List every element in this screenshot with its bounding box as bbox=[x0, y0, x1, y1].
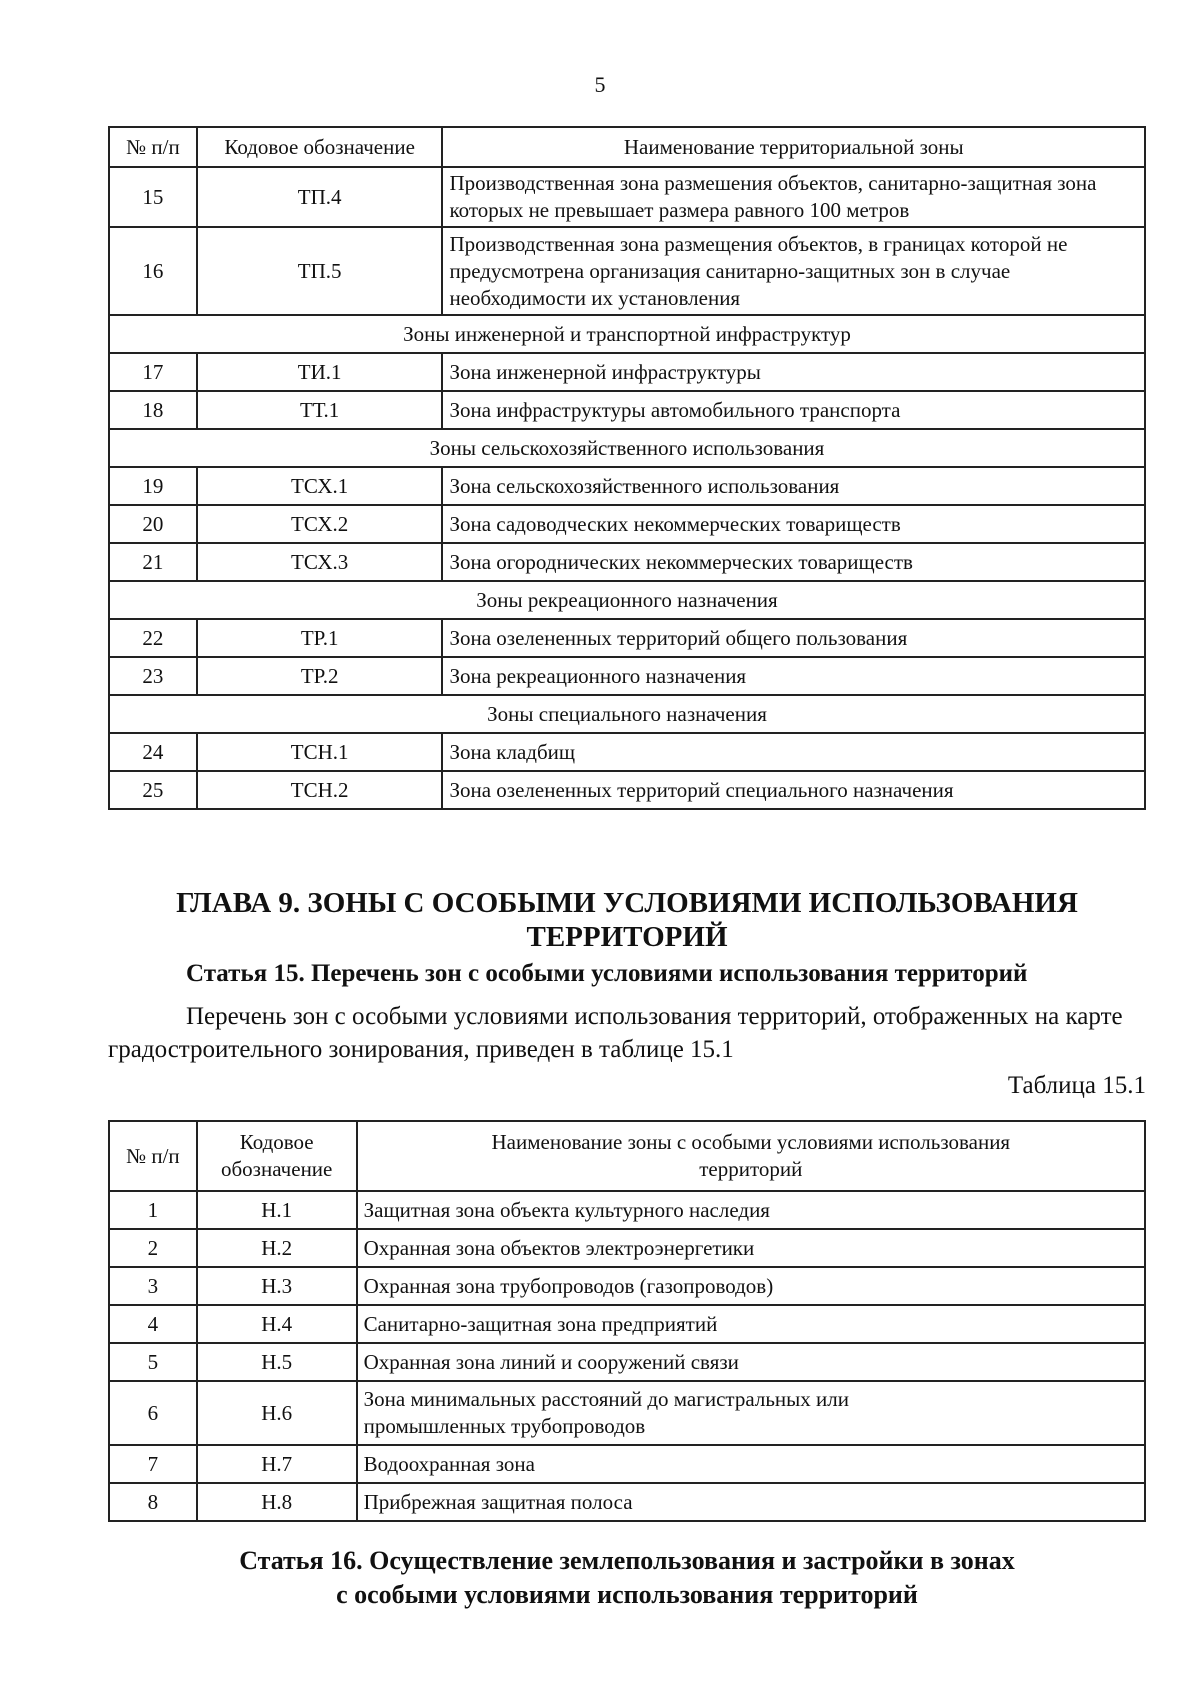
row-zone-name: Производственная зона размешения объектов, санитарно-защитная зона которых не превышает размера равного 100 метров bbox=[442, 167, 1145, 227]
table-row bbox=[109, 391, 1145, 429]
row-code: ТП.4 bbox=[197, 167, 443, 227]
row-code: Н.2 bbox=[197, 1229, 357, 1267]
table-row bbox=[109, 167, 1145, 227]
chapter-heading-line: ТЕРРИТОРИЙ bbox=[526, 921, 728, 953]
row-code: ТСХ.1 bbox=[197, 467, 443, 505]
row-zone-name: Зона инженерной инфраструктуры bbox=[442, 353, 1145, 391]
row-zone-name: Зона озелененных территорий специального назначения bbox=[442, 771, 1145, 809]
row-code: ТСН.2 bbox=[197, 771, 443, 809]
row-zone-name: Зона сельскохозяйственного использования bbox=[442, 467, 1145, 505]
row-zone-name: Прибрежная защитная полоса bbox=[357, 1483, 1145, 1521]
table-row bbox=[109, 1483, 1145, 1521]
row-zone-name: Охранная зона линий и сооружений связи bbox=[357, 1343, 1145, 1381]
special-zones-table bbox=[108, 1120, 1146, 1522]
row-zone-name: Зона огороднических некоммерческих товариществ bbox=[442, 543, 1145, 581]
row-number: 16 bbox=[109, 227, 197, 315]
row-code: Н.8 bbox=[197, 1483, 357, 1521]
table-header-row bbox=[109, 127, 1145, 167]
section-row bbox=[109, 581, 1145, 619]
header-number: № п/п bbox=[109, 1121, 197, 1191]
row-number: 22 bbox=[109, 619, 197, 657]
row-number: 18 bbox=[109, 391, 197, 429]
row-code: Н.5 bbox=[197, 1343, 357, 1381]
row-number: 24 bbox=[109, 733, 197, 771]
table-row bbox=[109, 467, 1145, 505]
header-number: № п/п bbox=[109, 127, 197, 167]
row-code: ТП.5 bbox=[197, 227, 443, 315]
header-zone-name: Наименование зоны с особыми условиями использования территорий bbox=[357, 1121, 1145, 1191]
row-zone-name: Производственная зона размещения объектов, в границах которой не предусмотрена организация санитарно-защитных зон в случае необходимости их установления bbox=[442, 227, 1145, 315]
row-number: 1 bbox=[109, 1191, 197, 1229]
article-15-text: Перечень зон с особыми условиями использования территорий, отображенных на карте градостроительного зонирования, приведен в таблице 15.1 bbox=[108, 1003, 1123, 1063]
header-zone-name: Наименование территориальной зоны bbox=[442, 127, 1145, 167]
section-title: Зоны инженерной и транспортной инфраструктур bbox=[109, 315, 1145, 353]
row-number: 23 bbox=[109, 657, 197, 695]
row-zone-name: Защитная зона объекта культурного наследия bbox=[357, 1191, 1145, 1229]
article-15-paragraph bbox=[108, 1000, 1148, 1066]
article-15-title: Статья 15. Перечень зон с особыми условиями использования территорий bbox=[186, 960, 1028, 987]
table-row bbox=[109, 1191, 1145, 1229]
row-zone-name: Зона рекреационного назначения bbox=[442, 657, 1145, 695]
table-row bbox=[109, 1267, 1145, 1305]
table-row bbox=[109, 1381, 1145, 1445]
row-number: 17 bbox=[109, 353, 197, 391]
row-zone-name: Охранная зона объектов электроэнергетики bbox=[357, 1229, 1145, 1267]
section-title: Зоны специального назначения bbox=[109, 695, 1145, 733]
table-row bbox=[109, 733, 1145, 771]
section-row bbox=[109, 429, 1145, 467]
row-number: 19 bbox=[109, 467, 197, 505]
row-zone-name: Водоохранная зона bbox=[357, 1445, 1145, 1483]
table-row bbox=[109, 353, 1145, 391]
header-code: Кодовое обозначение bbox=[197, 127, 443, 167]
chapter-heading-line: ГЛАВА 9. ЗОНЫ С ОСОБЫМИ УСЛОВИЯМИ ИСПОЛЬЗОВАНИЯ bbox=[176, 887, 1078, 919]
section-row bbox=[109, 695, 1145, 733]
table-caption: Таблица 15.1 bbox=[1007, 1072, 1146, 1099]
row-zone-name: Зона инфраструктуры автомобильного транспорта bbox=[442, 391, 1145, 429]
row-code: Н.3 bbox=[197, 1267, 357, 1305]
row-code: Н.6 bbox=[197, 1381, 357, 1445]
row-code: Н.7 bbox=[197, 1445, 357, 1483]
row-zone-name: Зона минимальных расстояний до магистральных или промышленных трубопроводов bbox=[357, 1381, 1145, 1445]
table-row bbox=[109, 1343, 1145, 1381]
section-title: Зоны рекреационного назначения bbox=[109, 581, 1145, 619]
row-zone-name: Зона кладбищ bbox=[442, 733, 1145, 771]
table-row bbox=[109, 1445, 1145, 1483]
row-code: ТСХ.2 bbox=[197, 505, 443, 543]
table-row bbox=[109, 771, 1145, 809]
row-number: 8 bbox=[109, 1483, 197, 1521]
row-number: 25 bbox=[109, 771, 197, 809]
row-number: 5 bbox=[109, 1343, 197, 1381]
table-row bbox=[109, 1305, 1145, 1343]
territorial-zones-table bbox=[108, 126, 1146, 810]
page-number: 5 bbox=[594, 72, 606, 97]
row-code: ТР.1 bbox=[197, 619, 443, 657]
table-header-row bbox=[109, 1121, 1145, 1191]
row-number: 4 bbox=[109, 1305, 197, 1343]
row-number: 3 bbox=[109, 1267, 197, 1305]
row-number: 21 bbox=[109, 543, 197, 581]
row-code: Н.4 bbox=[197, 1305, 357, 1343]
section-title: Зоны сельскохозяйственного использования bbox=[109, 429, 1145, 467]
row-number: 15 bbox=[109, 167, 197, 227]
row-code: ТР.2 bbox=[197, 657, 443, 695]
article-16-title-line: Статья 16. Осуществление землепользования и застройки в зонах bbox=[239, 1546, 1015, 1575]
row-number: 7 bbox=[109, 1445, 197, 1483]
row-code: ТСН.1 bbox=[197, 733, 443, 771]
row-number: 6 bbox=[109, 1381, 197, 1445]
article-16-title-line: с особыми условиями использования территорий bbox=[336, 1580, 918, 1609]
row-zone-name: Зона озелененных территорий общего пользования bbox=[442, 619, 1145, 657]
table-row bbox=[109, 505, 1145, 543]
row-code: ТИ.1 bbox=[197, 353, 443, 391]
article-16-title bbox=[108, 1544, 1146, 1612]
table-row bbox=[109, 227, 1145, 315]
row-zone-name: Зона садоводческих некоммерческих товариществ bbox=[442, 505, 1145, 543]
row-zone-name: Охранная зона трубопроводов (газопроводов) bbox=[357, 1267, 1145, 1305]
row-code: ТТ.1 bbox=[197, 391, 443, 429]
row-code: Н.1 bbox=[197, 1191, 357, 1229]
table-row bbox=[109, 657, 1145, 695]
section-row bbox=[109, 315, 1145, 353]
table-row bbox=[109, 543, 1145, 581]
header-code: Кодовое обозначение bbox=[197, 1121, 357, 1191]
row-zone-name: Санитарно-защитная зона предприятий bbox=[357, 1305, 1145, 1343]
row-code: ТСХ.3 bbox=[197, 543, 443, 581]
chapter-heading bbox=[108, 886, 1146, 954]
table-row bbox=[109, 1229, 1145, 1267]
row-number: 2 bbox=[109, 1229, 197, 1267]
table-row bbox=[109, 619, 1145, 657]
row-number: 20 bbox=[109, 505, 197, 543]
